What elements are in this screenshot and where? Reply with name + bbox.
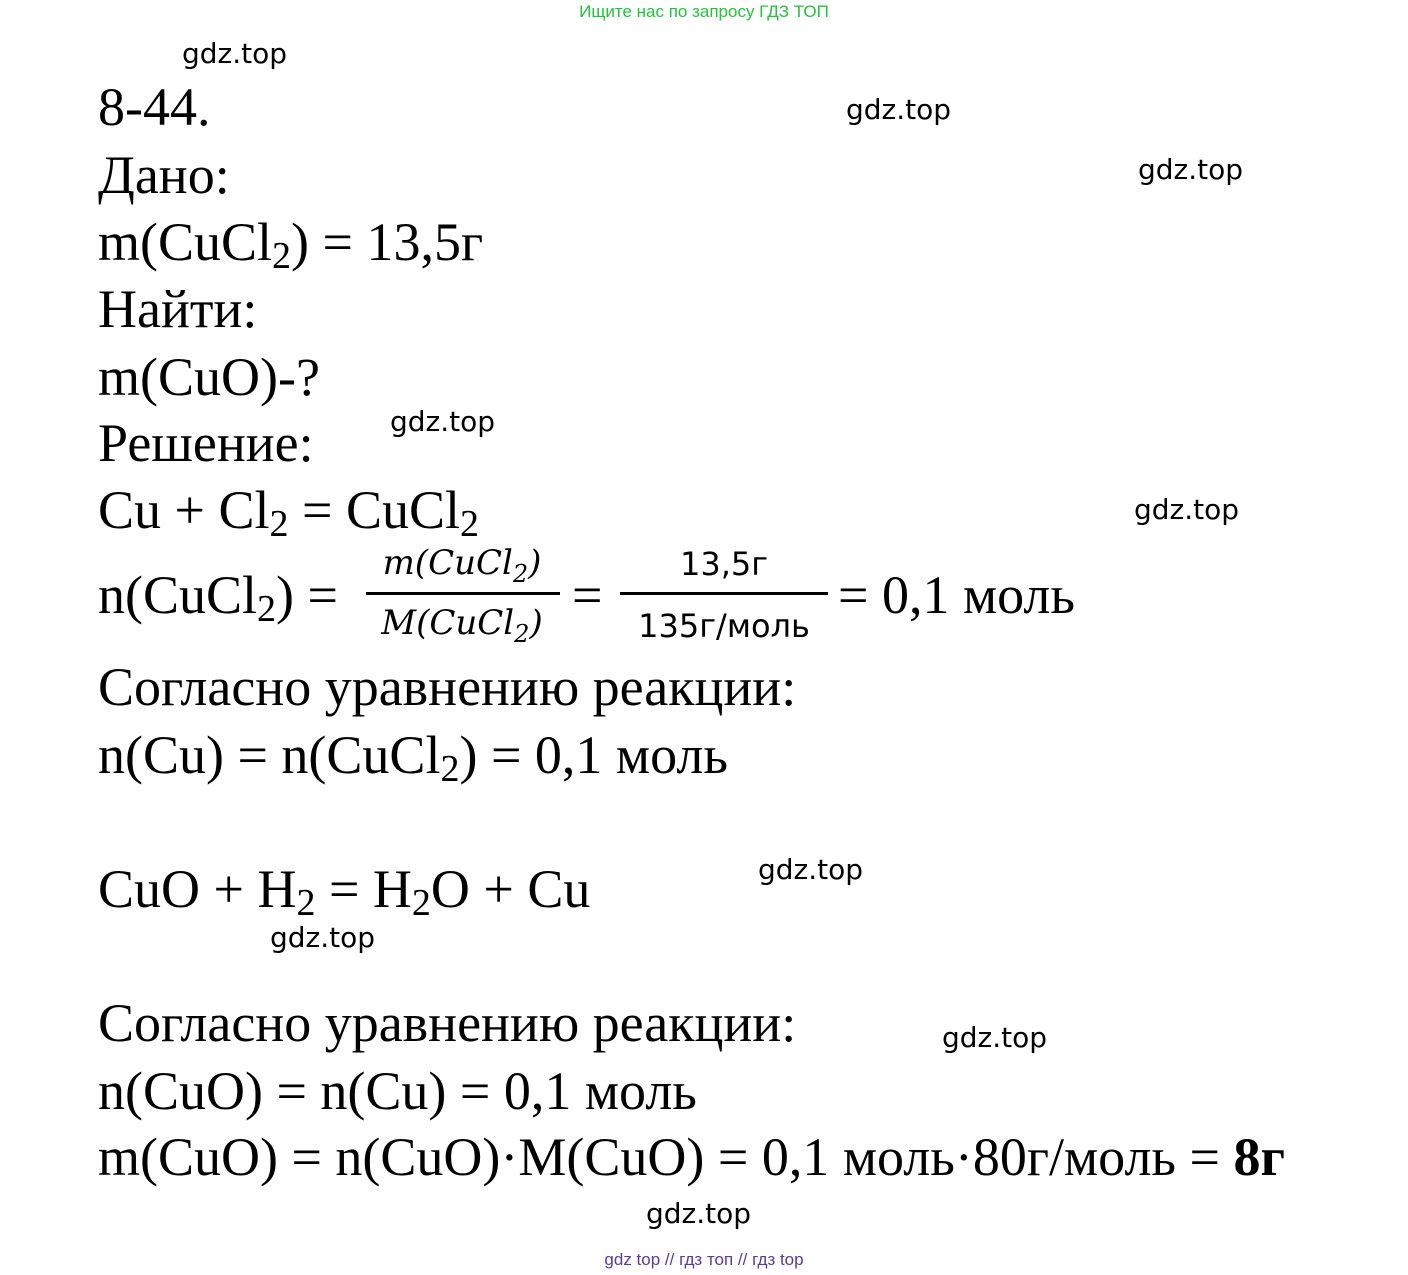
given-value: m(CuCl$_2$) = 13,5г <box>98 212 484 277</box>
n-calc-lhs: n(CuCl$_2$) = <box>98 565 338 630</box>
according-to-reaction-2: Согласно уравнению реакции: <box>98 993 797 1053</box>
find-value: m(CuO)-? <box>98 347 320 407</box>
problem-number: 8-44. <box>98 77 211 137</box>
solution-heading: Решение: <box>98 413 314 473</box>
given-heading: Дано: <box>98 145 230 205</box>
watermark: gdz.top <box>1138 153 1244 186</box>
top-banner[interactable]: Ищите нас по запросу ГДЗ ТОП <box>579 2 829 21</box>
find-heading: Найти: <box>98 279 258 339</box>
according-to-reaction-1: Согласно уравнению реакции: <box>98 657 797 717</box>
reaction-equation-2: CuO + $H_2 = H_2O + Cu$ <box>98 859 591 924</box>
watermark: gdz.top <box>1134 493 1240 526</box>
watermark: gdz.top <box>846 93 952 126</box>
n-calc-equals: = <box>572 565 603 625</box>
m-cuo-equation: m(CuO) = n(CuO)·M(CuO) = 0,1 моль·80г/моль = 8г <box>98 1127 1286 1187</box>
fraction-2-numerator: 13,5г <box>679 545 769 583</box>
fraction-1-bar <box>366 592 560 595</box>
fraction-1-numerator: m(CuCl$_2$) <box>382 543 542 588</box>
watermark: gdz.top <box>182 37 288 70</box>
watermark: gdz.top <box>390 405 496 438</box>
watermark: gdz.top <box>758 853 864 886</box>
fraction-1-denominator: M(CuCl$_2$) <box>381 603 543 648</box>
final-answer: 8г <box>1233 1127 1286 1187</box>
watermark: gdz.top <box>942 1021 1048 1054</box>
bottom-links[interactable]: gdz top // гдз топ // гдз top <box>604 1250 804 1269</box>
n-cu-equation: n(Cu) = n(CuCl$_2$) = 0,1 моль <box>98 725 728 790</box>
fraction-2-denominator: 135г/моль <box>638 607 810 645</box>
n-calc-result: = 0,1 моль <box>838 565 1075 625</box>
watermark: gdz.top <box>646 1197 752 1230</box>
watermark: gdz.top <box>270 921 376 954</box>
n-cuo-equation: n(CuO) = n(Cu) = 0,1 моль <box>98 1061 697 1121</box>
reaction-equation-1: $Cu + Cl_2$ = CuCl$_2$ <box>98 480 479 545</box>
fraction-2-bar <box>620 592 828 595</box>
